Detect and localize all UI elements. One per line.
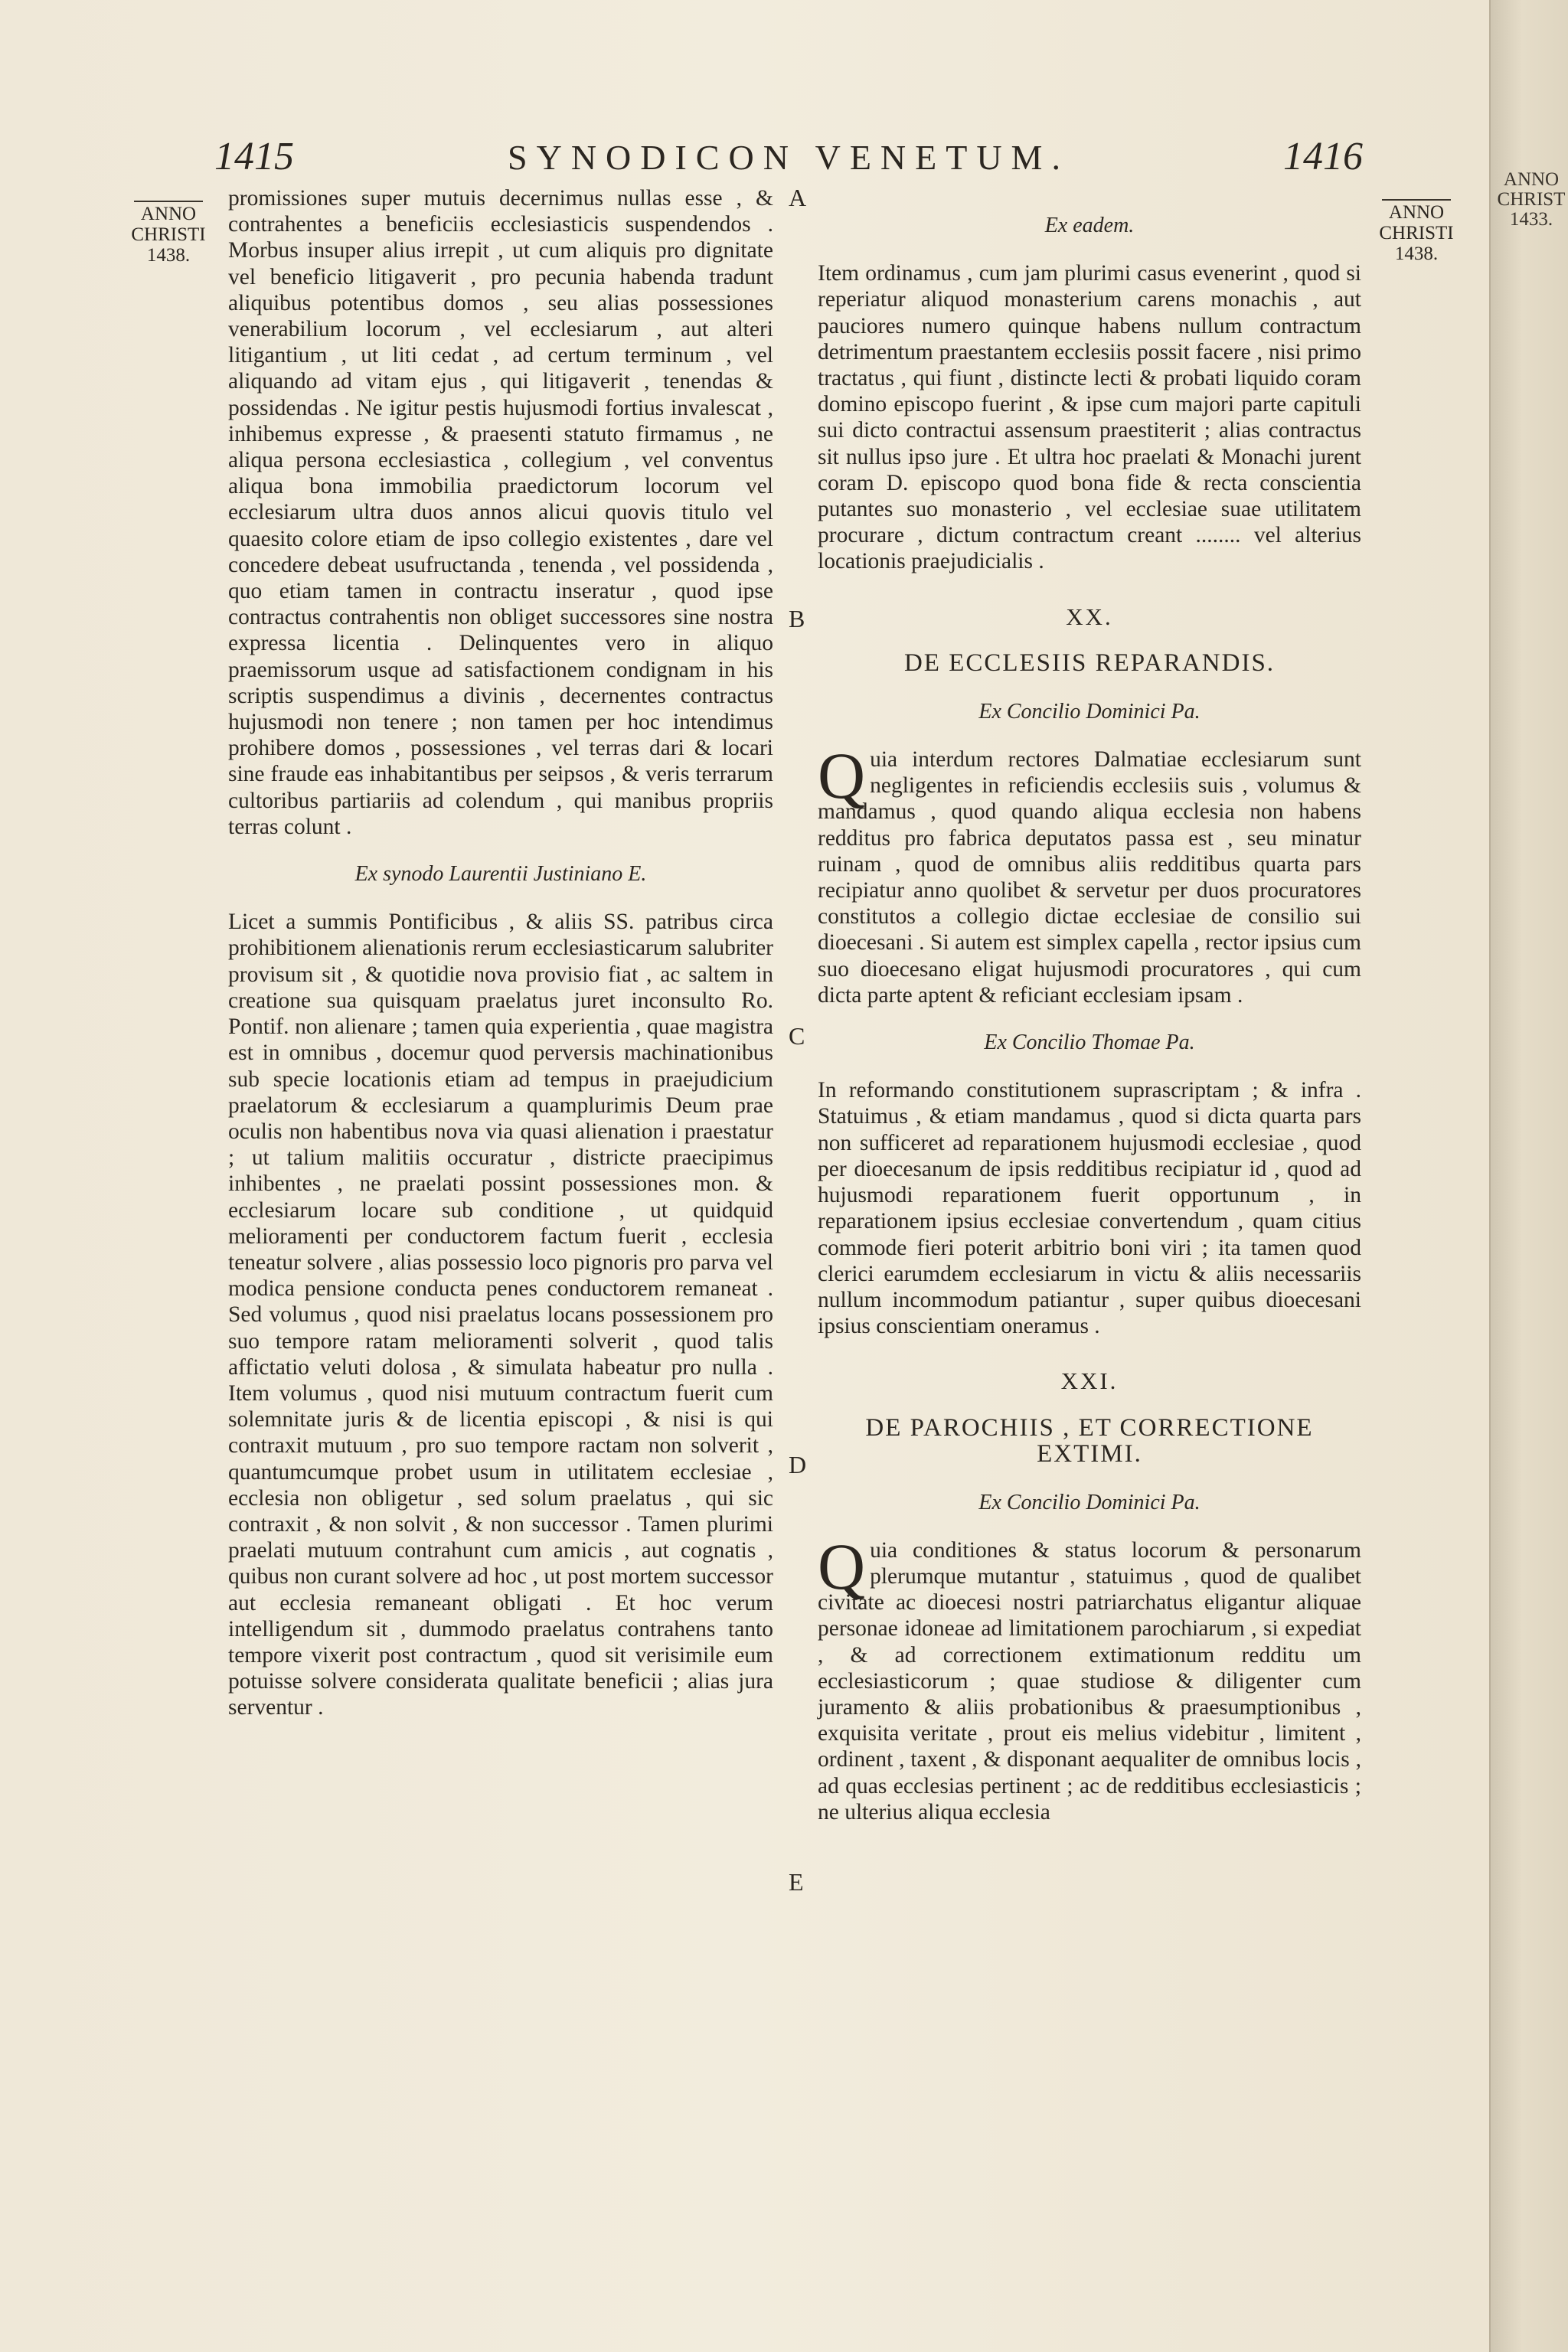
margin-letter-c: C (789, 1022, 805, 1050)
section-21-number: XXI. (1060, 1367, 1119, 1395)
next-page-margin-note: ANNO CHRIST 1433. (1497, 169, 1566, 230)
margin-letter-a: A (789, 184, 807, 211)
right-source-4: Ex Concilio Dominici Pa. (978, 1490, 1200, 1514)
section-21-title: DE PAROCHIIS , ET CORRECTIONE EXTIMI. (865, 1413, 1314, 1468)
right-page-number: 1416 (1283, 135, 1363, 178)
right-paragraph-4 (818, 1529, 1361, 1825)
section-20-number: XX. (1066, 603, 1113, 630)
left-page-number: 1415 (214, 135, 294, 178)
margin-letter-d: D (789, 1451, 807, 1478)
running-header (214, 134, 1363, 180)
right-paragraph-1: Item ordinamus , cum jam plurimi casus evenerint , quod si reperiatur aliquod monasterium carens monachis , aut pauciores numero quinque habens nullum contractum detrimentum praestantem ecclesiis possit facere , nisi primo tractatus , qui fiunt , distincte lecti & probati liquido coram domino episcopo fuerint , & ipse cum majori parte capituli sui dicto contractui assensum praestiterit ; alias contractus sit nullus ipso jure . Et ultra hoc praelati & Monachi jurent coram D. episcopo quod bona fide & recta conscientia putantes suo monasterio , vel ecclesiae suae utilitatem procurare , dictum contractum creant ........ vel alterius locationis praejudicialis . (818, 261, 1361, 574)
right-paragraph-4-text: uia conditiones & status locorum & personarum plerumque mutantur , statuimus , quod de qualibet civitate ac dioecesi nostri patriarchatus eligantur aliquae personae idoneae ad limitationem parochiarum , si expediat , & ad correctionem extimationum redditu um ecclesiasticorum ; quae studiose & diligenter cum juramento & aliis probationibus & praesumptionibus , exquisita veritate , prout eis melius videbitur , limitent , ordinent , taxent , & disponant aequaliter de omnibus locis , ad quas ecclesias pertinent ; ac de redditibus ecclesiasticis ; ne ulterius aliqua ecclesia (818, 1537, 1361, 1824)
margin-letter-e: E (789, 1868, 804, 1896)
drop-cap-q: Q (818, 739, 866, 813)
right-paragraph-2-text: uia interdum rectores Dalmatiae ecclesiarum sunt negligentes in reficiendis ecclesiis suis , volumus & mandamus , quod quando aliqua ecclesia non habens redditus pro fabrica deputatos passa est , seu minatur ruinam , quod de omnibus aliis redditibus quarta pars recipiatur anno quolibet & servetur per duos procuratores constitutos a collegio dictae ecclesiae de consilio sui dioecesani . Si autem est simplex capella , rector ipsius cum suo dioecesano eligat hujusmodi procuratores , qui cum dicta parte aptent & reficiant ecclesiam ipsam . (818, 747, 1361, 1008)
right-paragraph-3: In reformando constitutionem suprascriptam ; & infra . Statuimus , & etiam mandamus , quod si dicta quarta pars non sufficeret ad reparationem hujusmodi ecclesiae , quod per dioecesanum de ipsis redditibus recipiatur id , quod ad hujusmodi reparationem fuerit opportunum , in reparationem ipsius ecclesiae convertendum , quam citius commode fieri poterit arbitrio boni viri ; ita tamen quod clerici earumdem ecclesiarum in victu & aliis necessariis nullum incommodum patiantur , super quibus dioecesani ipsius conscientiam oneramus . (818, 1078, 1361, 1339)
running-title: SYNODICON VENETUM. (508, 138, 1070, 177)
left-column (228, 185, 773, 1721)
right-source-3: Ex Concilio Thomae Pa. (984, 1031, 1195, 1055)
section-20-title: DE ECCLESIIS REPARANDIS. (903, 648, 1276, 677)
left-paragraph-2: Licet a summis Pontificibus , & aliis SS. patribus circa prohibitionem alienationis rerum ecclesiasticarum salubriter provisum sit , & quotidie nova provisio fiat , ac saltem in creatione sua quisquam praelatus juret inconsulto Ro. Pontif. non alienare ; tamen quia experientia , quae magistra est in omnibus , docemur quod perversis machinationibus sub specie locationis etiam ad tempus in praejudicium praelatorum & ecclesiarum a quamplurimis Deum prae oculis non habentibus nova via quasi alienation i praestatur ; ut talium malitiis occuratur , districte praecipimus inhibentes , ne praelati possint possessiones mon. & ecclesiarum locare sub conditione , ut quidquid melioramenti per conductorem factum fuerit , ecclesia teneatur solvere , alias possessio loco pignoris pro parva vel modica pensione conducta penes conductorem remaneat . Sed volumus , quod nisi praelatus locans possessionem pro suo tempore ratam melioramenti solverit , quod talis affictatio veluti dolosa , & simulata habeatur pro nulla . Item volumus , quod nisi mutuum contractum fuerit cum solemnitate juris & de licentia episcopi , & nisi is qui contraxit mutuum , pro suo tempore ractam non solverit , quantumcumque probet usum in utilitatem ecclesiae , ecclesia non obligetur , sed solum praelatus , qui sic contraxit , & non solvit , & non successor . Tamen plurimi praelati mutuum contrahunt cum amicis , aut cognatis , quibus non curant solvere ad hoc , ut post mortem successor aut ecclesia remaneant obligati . Et hoc verum intelligendum sit , dummodo praelatus contrahens tanto tempore vixerit post contractum , quod sit verisimile eum potuisse solvere considerata qualitate beneficii ; alias jura serventur . (228, 910, 773, 1720)
right-column (818, 185, 1361, 1825)
drop-cap-q-2: Q (818, 1529, 866, 1603)
next-page-edge (1489, 0, 1568, 2352)
right-margin-year-note: ANNO CHRISTI 1438. (1370, 199, 1462, 264)
left-margin-year-note: ANNO CHRISTI 1438. (122, 201, 214, 266)
right-source-2: Ex Concilio Dominici Pa. (978, 699, 1200, 724)
right-source-1: Ex eadem. (1044, 214, 1135, 237)
left-source-1: Ex synodo Laurentii Justiniano E. (354, 862, 647, 887)
left-paragraph-1: promissiones super mutuis decernimus nullas esse , & contrahentes a beneficiis ecclesiasticis suspendendos . Morbus insuper alius irrepit , ut cum aliquis pro dignitate vel beneficio litigaverit , pro pecunia habenda tradunt aliquibus potentibus domos , seu alias possessiones venerabilium locorum , vel ecclesiarum , aut alteri litigantium , ut liti cedat , ad certum terminum , vel aliquando ad vitam ejus , qui litigaverit , tenendas & possidendas . Ne igitur pestis hujusmodi fortius invalescat , inhibemus expresse , & praesenti statuto firmamus , ne aliqua persona ecclesiastica , collegium , vel conventus aliqua bona immobilia praedictorum locorum vel ecclesiarum ultra duos annos alicui quovis titulo vel quaesito colore etiam de ipso collegio existentes , dare vel concedere debeat usufructanda , tenenda , vel possidenda , quo etiam tamen in contractu inseratur , quod ipse contractus contrahentis non obliget successores sine nostra expressa licentia . Delinquentes vero in aliquo praemissorum usque ad satisfactionem condignam in his scriptis suspendimus a divinis , decernentes contractus hujusmodi non tenere ; non tamen per hoc intendimus prohibere domos , possessiones , vel terras dari & locari sine fraude eas inhabitantibus per seipsos , & veris terrarum cultoribus partiariis ad colendum , qui manibus propriis terras colunt . (228, 186, 773, 839)
right-paragraph-2 (818, 739, 1361, 1008)
margin-letter-b: B (789, 605, 805, 632)
